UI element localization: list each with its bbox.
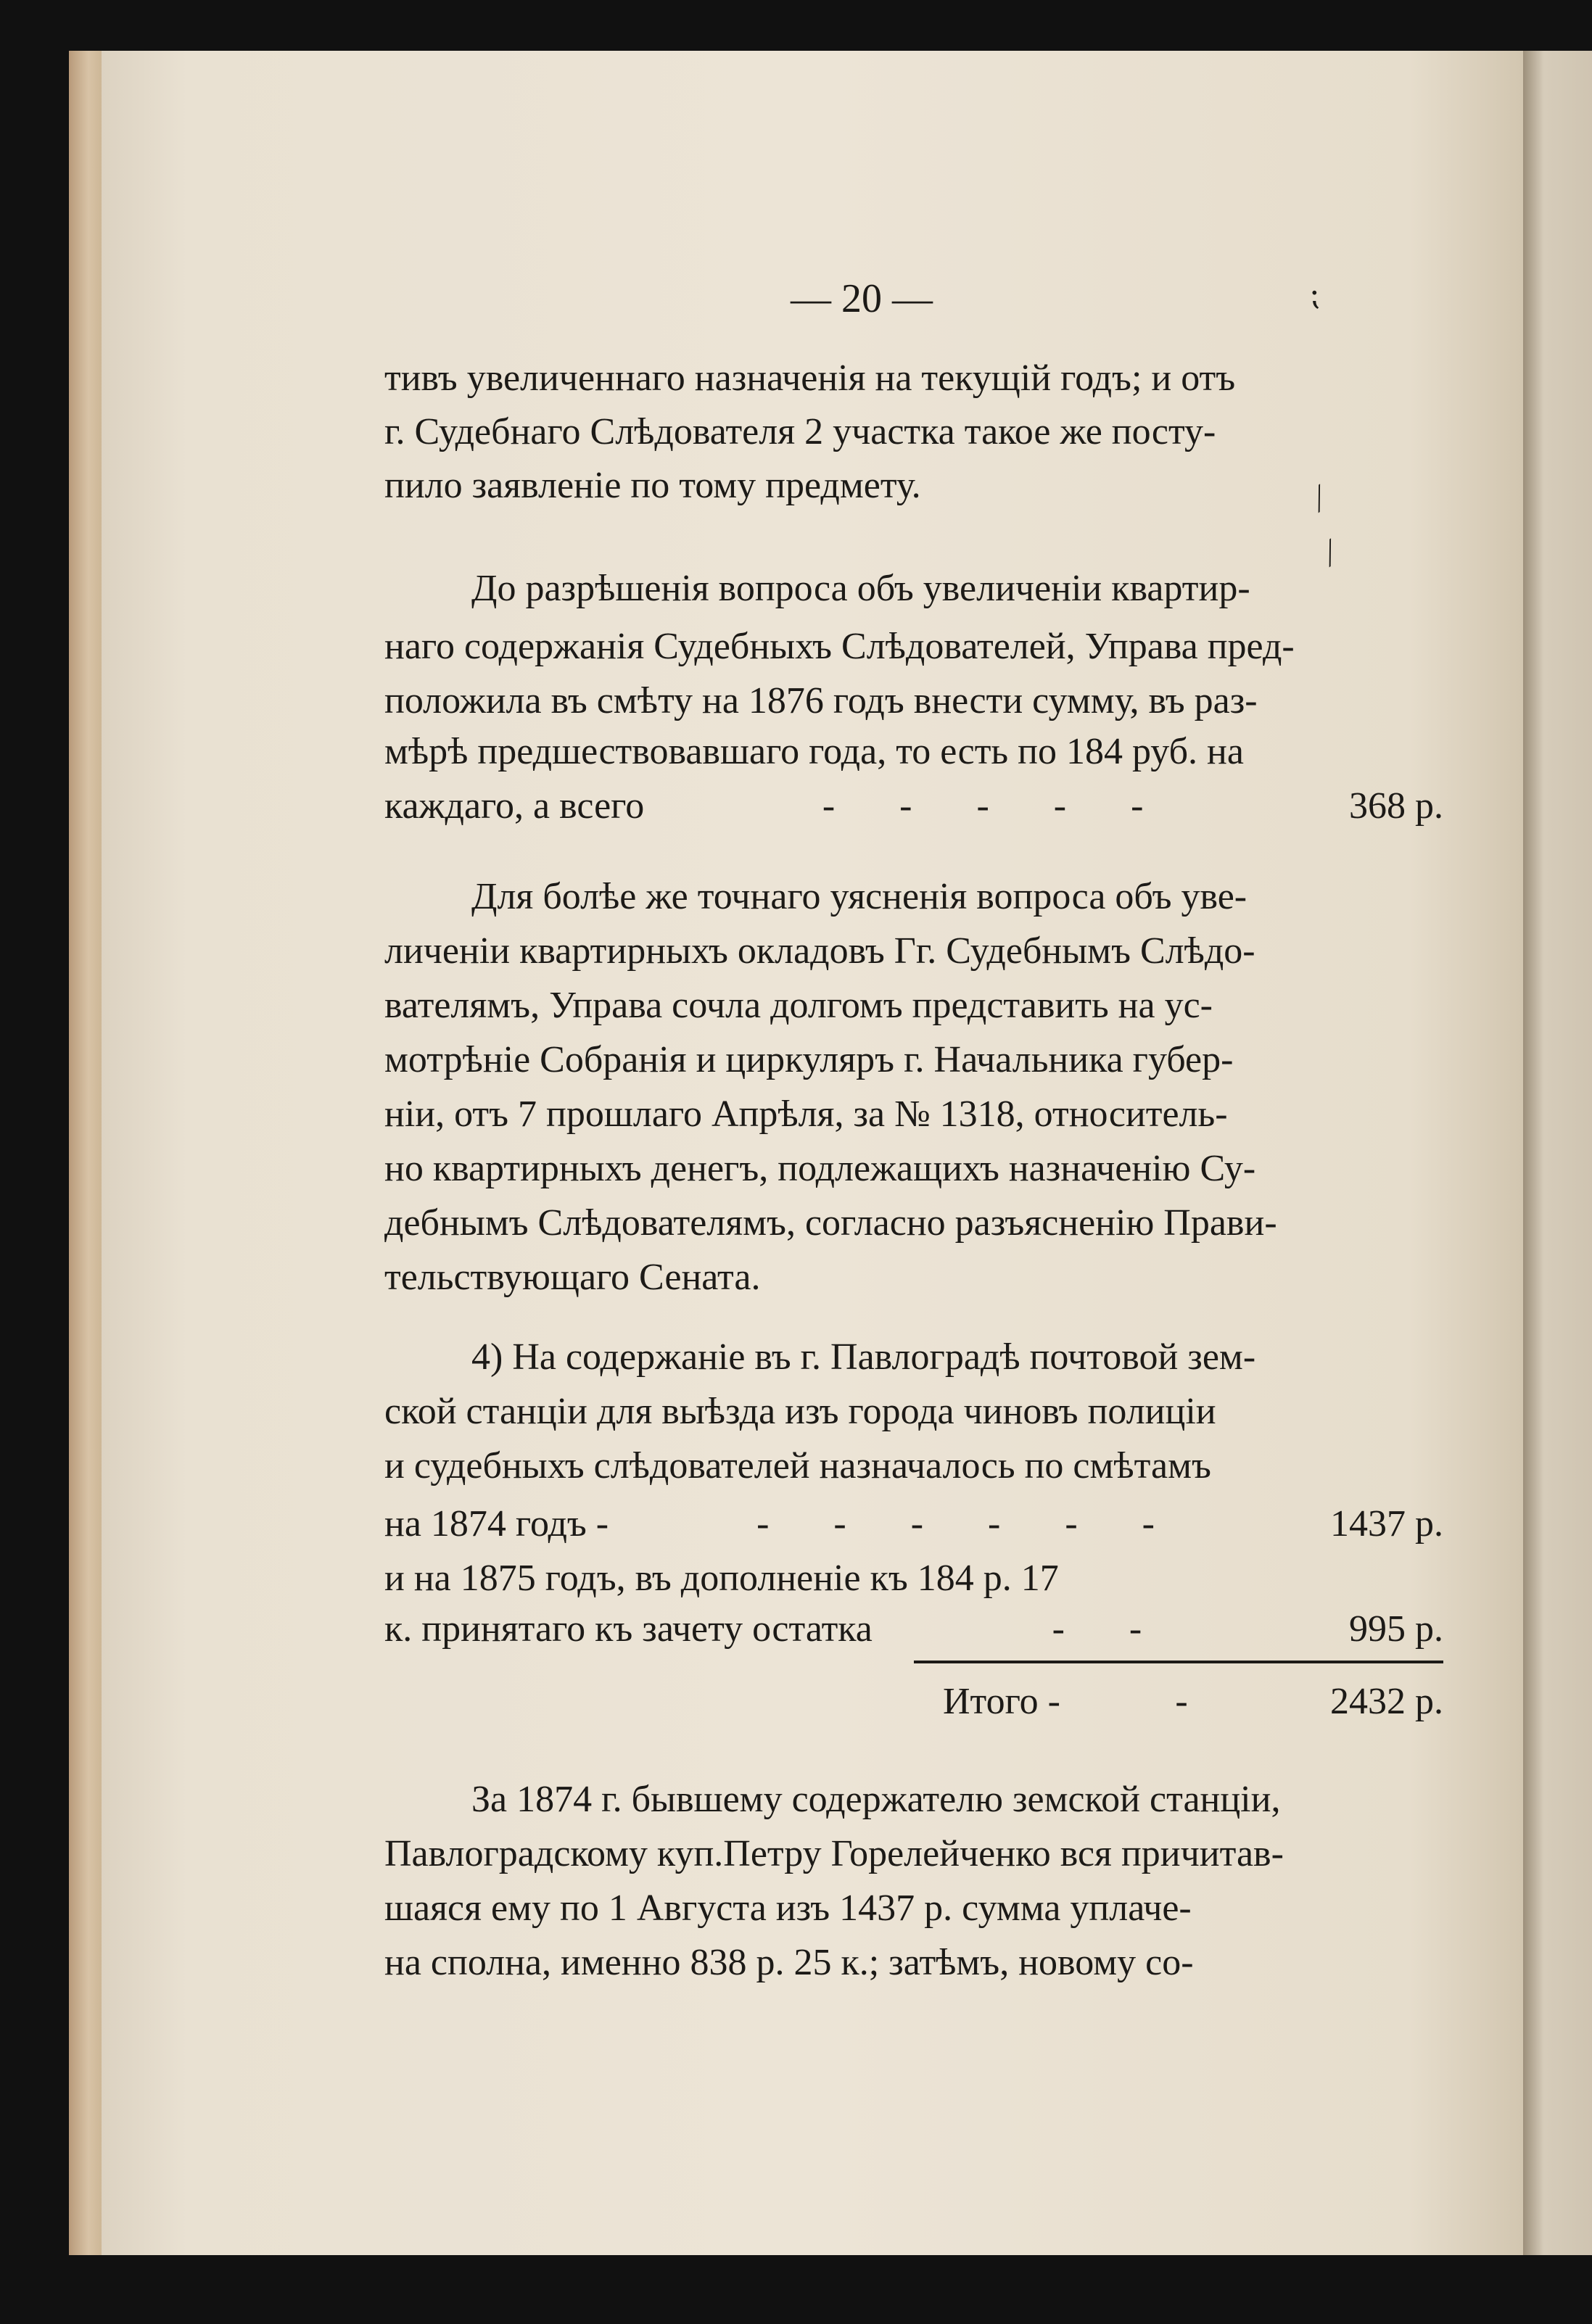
paragraph1-line-1: тивъ увеличеннаго назначенія на текущій годъ; и отъ bbox=[384, 357, 1236, 399]
ink-mark: ⁄ bbox=[1306, 481, 1333, 516]
paragraph3-line-4: мотрѣніе Собранія и циркуляръ г. Начальника губер- bbox=[384, 1039, 1234, 1080]
paragraph2-total-row bbox=[384, 780, 1443, 833]
total-amount: 2432 р. bbox=[1330, 1681, 1443, 1722]
paragraph4-line-2: ской станціи для выѣзда изъ города чиновъ полиціи bbox=[384, 1391, 1216, 1432]
paragraph3-line-2: личеніи квартирныхъ окладовъ Гг. Судебнымъ Слѣдо- bbox=[384, 930, 1255, 972]
paragraph2-total-amount: 368 р. bbox=[1349, 785, 1443, 827]
paragraph5-line-3: шаяся ему по 1 Августа изъ 1437 р. сумма уплаче- bbox=[384, 1887, 1192, 1929]
paragraph3-line-8: тельствующаго Сената. bbox=[384, 1257, 761, 1298]
paragraph2-line-3: положила въ смѣту на 1876 годъ внести сумму, въ раз- bbox=[384, 680, 1258, 721]
paragraph3-line-1: Для болѣе же точнаго уясненія вопроса объ уве- bbox=[471, 876, 1247, 917]
paragraph1-line-3: пило заявленіе по тому предмету. bbox=[384, 465, 921, 506]
paragraph2-total-label: каждаго, а всего bbox=[384, 785, 645, 827]
paragraph4-row-1874 bbox=[384, 1497, 1443, 1551]
paragraph3-line-3: вателямъ, Управа сочла долгомъ представить на ус- bbox=[384, 985, 1213, 1026]
row-1874-amount: 1437 р. bbox=[1330, 1503, 1443, 1544]
paragraph1-line-2: г. Судебнаго Слѣдователя 2 участка такое же посту- bbox=[384, 411, 1216, 452]
paragraph5-line-2: Павлоградскому куп.Петру Горелейченко вся причитав- bbox=[384, 1833, 1284, 1874]
adjacent-page-edge bbox=[1523, 51, 1592, 2255]
book-spine-edge bbox=[69, 51, 102, 2255]
paragraph5-line-4: на сполна, именно 838 р. 25 к.; затѣмъ, новому со- bbox=[384, 1942, 1194, 1983]
row-1874-dashes: - - - - - - bbox=[756, 1503, 1182, 1544]
paragraph3-line-7: дебнымъ Слѣдователямъ, согласно разъясненію Прави- bbox=[384, 1202, 1277, 1244]
row-remainder-label: к. принятаго къ зачету остатка bbox=[384, 1608, 873, 1650]
ink-mark: ⁏ bbox=[1309, 276, 1320, 312]
row-1874-label: на 1874 годъ - bbox=[384, 1503, 609, 1544]
total-label: Итого - bbox=[943, 1681, 1060, 1722]
total-rule bbox=[914, 1661, 1443, 1663]
paragraph4-line-1875: и на 1875 годъ, въ дополненіе къ 184 р. 17 bbox=[384, 1558, 1059, 1599]
row-remainder-amount: 995 р. bbox=[1349, 1608, 1443, 1650]
paragraph4-line-3: и судебныхъ слѣдователей назначалось по смѣтамъ bbox=[384, 1445, 1211, 1486]
ink-mark: ⁄ bbox=[1316, 535, 1344, 571]
paragraph4-line-1: 4) На содержаніе въ г. Павлоградѣ почтовой зем- bbox=[471, 1336, 1256, 1378]
paragraph2-line-1: До разрѣшенія вопроса объ увеличеніи квартир- bbox=[471, 568, 1250, 609]
paragraph2-total-dashes: - - - - - bbox=[822, 785, 1171, 827]
paragraph4-total-row bbox=[943, 1675, 1443, 1729]
paragraph3-line-5: ніи, отъ 7 прошлаго Апрѣля, за № 1318, относитель- bbox=[384, 1093, 1228, 1135]
paragraph3-line-6: но квартирныхъ денегъ, подлежащихъ назначенію Су- bbox=[384, 1148, 1256, 1189]
total-dashes: - bbox=[1175, 1681, 1216, 1722]
row-remainder-dashes: - - bbox=[1052, 1608, 1170, 1650]
paragraph4-row-remainder bbox=[384, 1603, 1443, 1656]
paragraph2-line-4: мѣрѣ предшествовавшаго года, то есть по 184 руб. на bbox=[384, 731, 1244, 772]
paragraph5-line-1: За 1874 г. бывшему содержателю земской станціи, bbox=[471, 1779, 1281, 1820]
paragraph2-line-2: наго содержанія Судебныхъ Слѣдователей, Управа пред- bbox=[384, 626, 1295, 667]
page-number: — 20 — bbox=[791, 276, 933, 321]
